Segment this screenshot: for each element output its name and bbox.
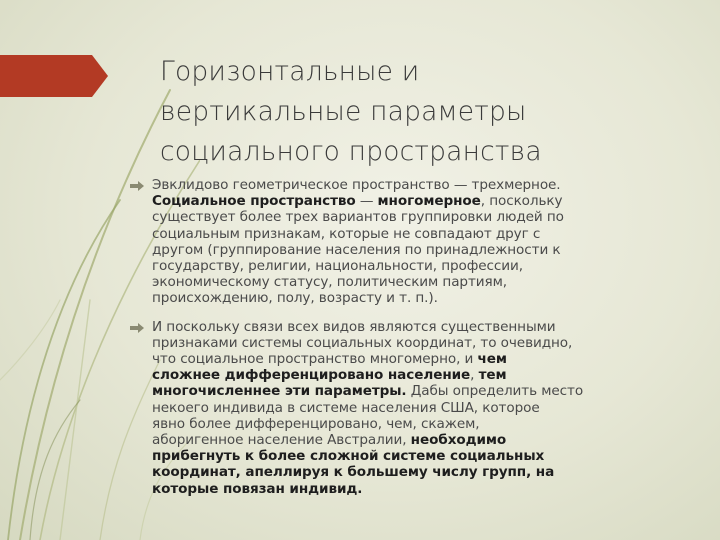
- text-line: что социальное пространство многомерно, и чем: [152, 351, 507, 368]
- text-line: Социальное пространство — многомерное, поскольку: [152, 193, 563, 210]
- bullet-arrow-icon: [130, 181, 144, 191]
- text-line: которые повязан индивид.: [152, 480, 363, 497]
- bullet-item: [130, 177, 670, 307]
- text-line: государству, религии, национальности, профессии,: [152, 258, 523, 275]
- text-line: социальным признакам, которые не совпадают друг с: [152, 225, 541, 242]
- bullet-arrow-icon: [130, 323, 144, 333]
- text-line: аборигенное население Австралии, необходимо: [152, 432, 507, 449]
- title-line: социального пространства: [160, 136, 542, 167]
- text-line: сложнее дифференцировано население, тем: [152, 367, 507, 384]
- text-line: И поскольку связи всех видов являются существенными: [152, 318, 556, 335]
- bullet-item: [130, 319, 670, 497]
- title-banner: [0, 55, 110, 97]
- text-line: координат, апеллируя к большему числу групп, на: [152, 464, 555, 481]
- title-line: вертикальные параметры: [160, 96, 527, 127]
- text-line: признаками системы социальных координат, то очевидно,: [152, 334, 573, 351]
- text-line: другом (группирование населения по принадлежности к: [152, 241, 561, 258]
- text-line: существует более трех вариантов группировки людей по: [152, 209, 564, 226]
- slide-body: [130, 177, 670, 497]
- text-line: некоего индивида в системе населения США, которое: [152, 399, 540, 416]
- text-line: явно более дифференцировано, чем, скажем,: [152, 415, 480, 432]
- text-line: происхождению, полу, возрасту и т. п.).: [152, 290, 438, 307]
- text-line: Эвклидово геометрическое пространство — трехмерное.: [152, 177, 561, 193]
- text-line: многочисленнее эти параметры. Дабы определить место: [152, 383, 584, 400]
- text-line: экономическому статусу, политическим партиям,: [152, 274, 507, 291]
- slide-title: [160, 52, 680, 172]
- title-line: Горизонтальные и: [160, 56, 420, 87]
- text-line: прибегнуть к более сложной системе социальных: [152, 448, 545, 465]
